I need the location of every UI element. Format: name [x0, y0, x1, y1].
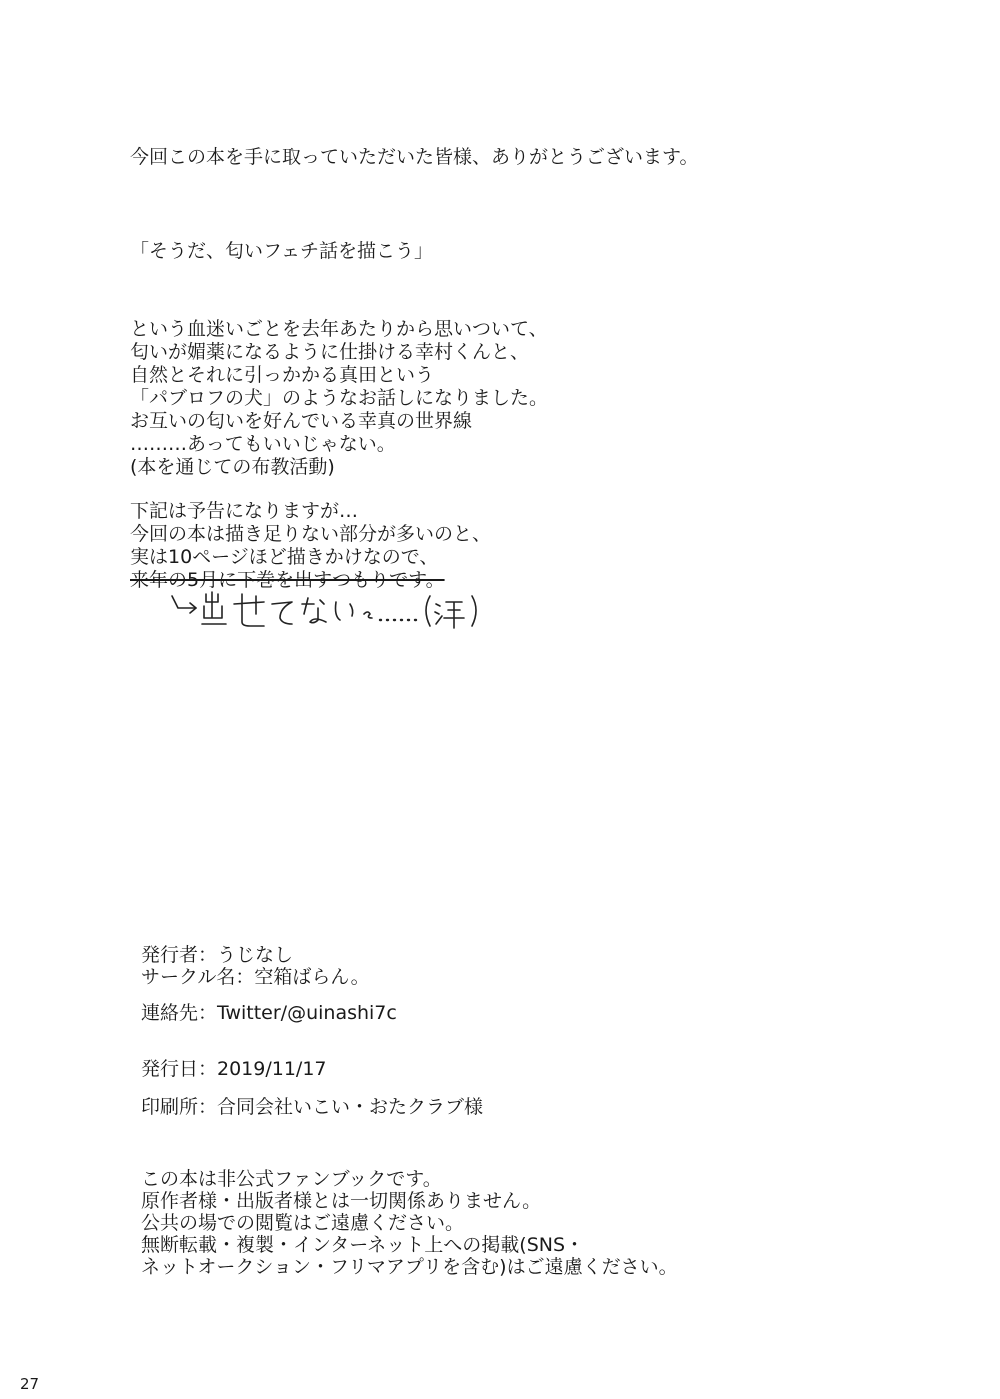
paragraph-line: 実は10ページほど描きかけなので、 [130, 546, 439, 568]
paragraph-line: ………あってもいいじゃない。 [130, 433, 396, 455]
paragraph-line: 「パブロフの犬」のようなお話しになりました。 [130, 387, 549, 409]
struck-through-line: 来年の5月に下巻を出すつもりです。 [130, 569, 445, 591]
contact-line: 連絡先：Twitter/@uinashi7c [141, 1002, 397, 1024]
date-line: 発行日：2019/11/17 [141, 1058, 327, 1080]
publisher-line: 発行者：うじなし [141, 944, 294, 966]
disclaimer-line: この本は非公式ファンブックです。 [141, 1168, 442, 1190]
paragraph-line: お互いの匂いを好んでいる幸真の世界線 [130, 410, 473, 432]
paragraph-line: (本を通じての布教活動) [130, 456, 335, 478]
printer-line: 印刷所：合同会社いこい・おたクラブ様 [141, 1096, 484, 1118]
circle-line: サークル名：空箱ばらん。 [141, 966, 370, 988]
disclaimer-line: 原作者様・出版者様とは一切関係ありません。 [141, 1190, 542, 1212]
disclaimer-line: 無断転載・複製・インターネット上への掲載(SNS・ [141, 1234, 585, 1256]
handwritten-note [168, 588, 508, 633]
paragraph-line: 自然とそれに引っかかる真田という [130, 364, 435, 386]
disclaimer-line: 公共の場での閲覧はご遠慮ください。 [141, 1212, 465, 1234]
paragraph-line: 匂いが媚薬になるように仕掛ける幸村くんと、 [130, 341, 530, 363]
paragraph-line: 下記は予告になりますが… [130, 500, 359, 522]
paragraph-line: 今回の本は描き足りない部分が多いのと、 [130, 523, 492, 545]
paragraph-line: という血迷いごとを去年あたりから思いついて、 [130, 318, 548, 340]
page-number: 27 [20, 1375, 40, 1393]
disclaimer-line: ネットオークション・フリマアプリを含む)はご遠慮ください。 [141, 1256, 678, 1278]
thanks-line: 今回この本を手に取っていただいた皆様、ありがとうございます。 [130, 146, 699, 168]
quote-line: 「そうだ、匂いフェチ話を描こう」 [130, 240, 434, 262]
